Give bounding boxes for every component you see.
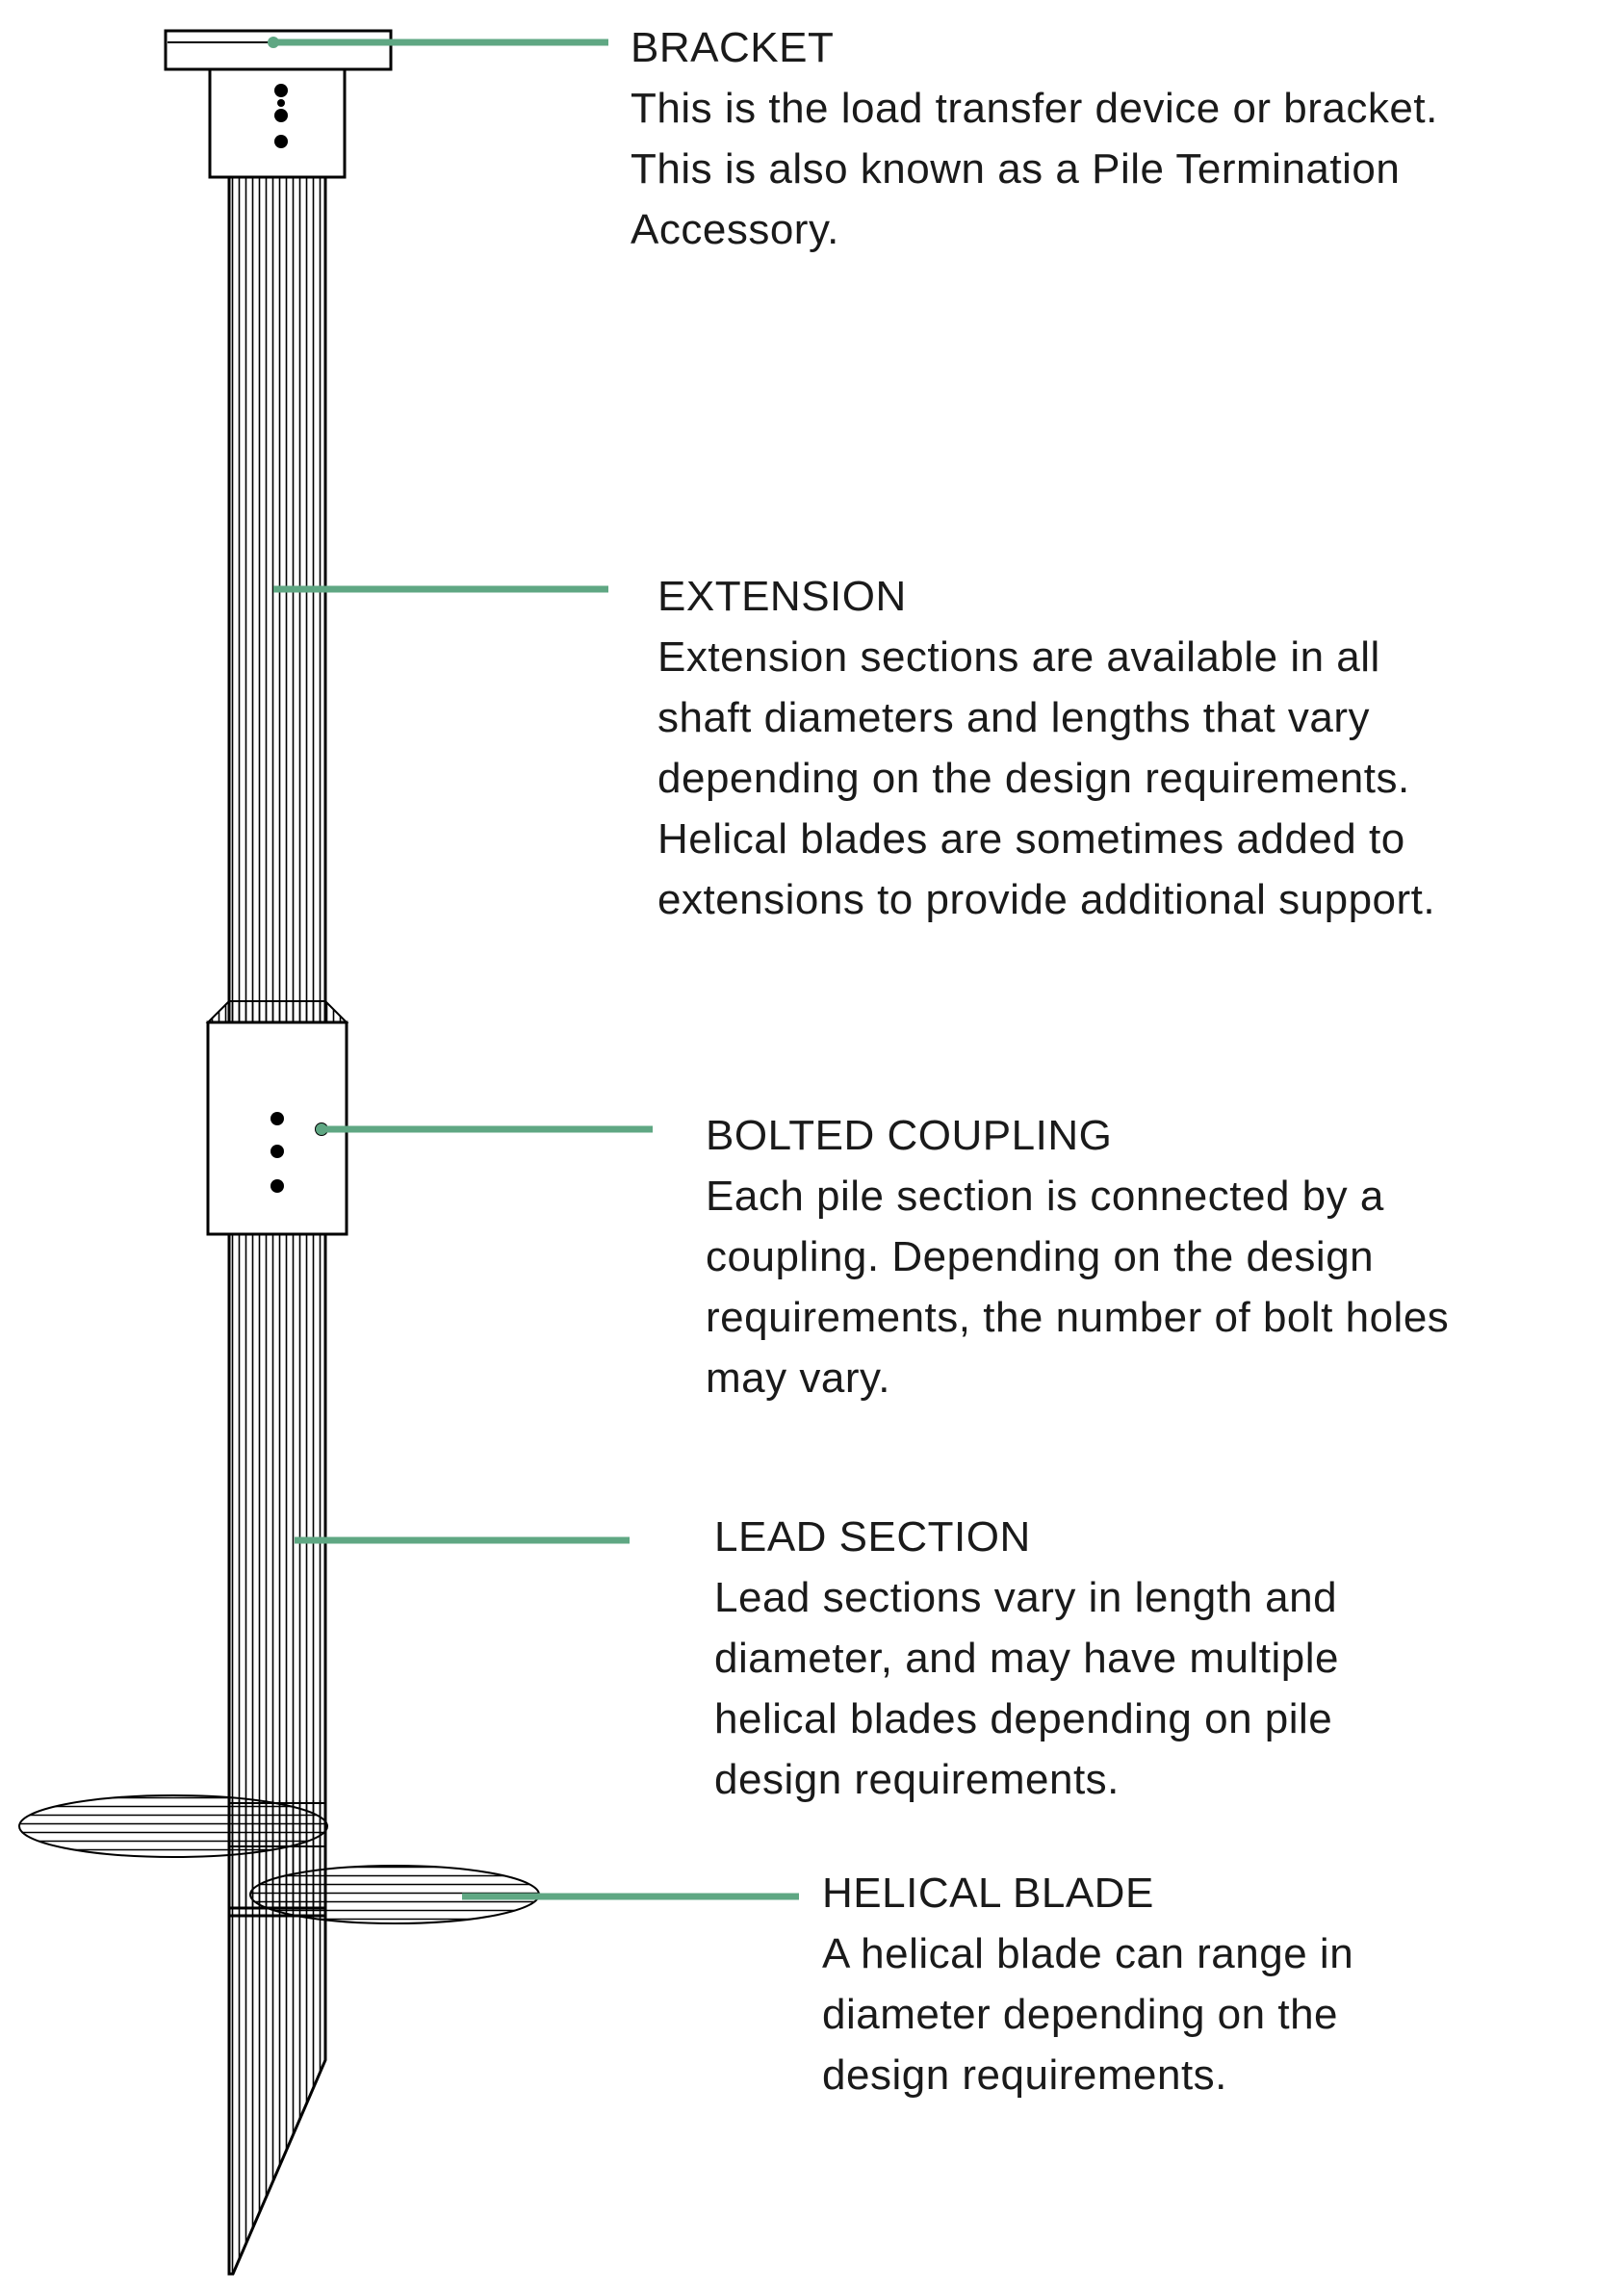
callout-description-lead-section: Lead sections vary in length and diameter, and may have multiple helical blades depending on pile design requirements. [714,1574,1339,1803]
bracket-bolt-hole [274,135,288,148]
bracket-assembly [166,31,391,177]
callout-description-helical-blade: A helical blade can range in diameter depending on the design requirements. [822,1930,1354,2099]
callout-title-coupling: BOLTED COUPLING [706,1112,1113,1159]
callout-description-coupling: Each pile section is connected by a coupling. Depending on the design requirements, the number of bolt holes may vary. [706,1173,1450,1402]
callout-title-extension: EXTENSION [657,573,907,620]
callout-title-helical-blade: HELICAL BLADE [822,1870,1154,1917]
callout-title-bracket: BRACKET [631,24,835,71]
coupling-taper [208,1001,347,1022]
callout-description-bracket: This is the load transfer device or bracket. This is also known as a Pile Termination Accessory. [631,85,1438,253]
extension-shaft [229,177,325,1022]
helical-blades [19,1795,539,1923]
coupling-bolt-hole [270,1112,284,1125]
callout-helical-blade [822,1863,1353,2105]
bracket-bolt-hole [274,84,288,97]
coupling-bolt-hole [270,1145,284,1158]
callout-description-extension: Extension sections are available in all shaft diameters and lengths that vary depending on the design requirements. Helical blades are sometimes added to extensions to provide additional support. [657,633,1436,923]
bolted-coupling [208,1001,347,1234]
pile-tip [229,1916,325,2274]
coupling-bolt-hole [270,1179,284,1193]
callout-bracket [631,17,1438,260]
callout-lead-section [714,1507,1339,1810]
bracket-cap-plate [166,31,391,69]
callout-coupling [706,1105,1449,1408]
callout-extension [657,566,1435,930]
bracket-bolt-hole [274,109,288,122]
callout-title-lead-section: LEAD SECTION [714,1513,1031,1561]
bracket-bolt-hole [277,99,285,107]
